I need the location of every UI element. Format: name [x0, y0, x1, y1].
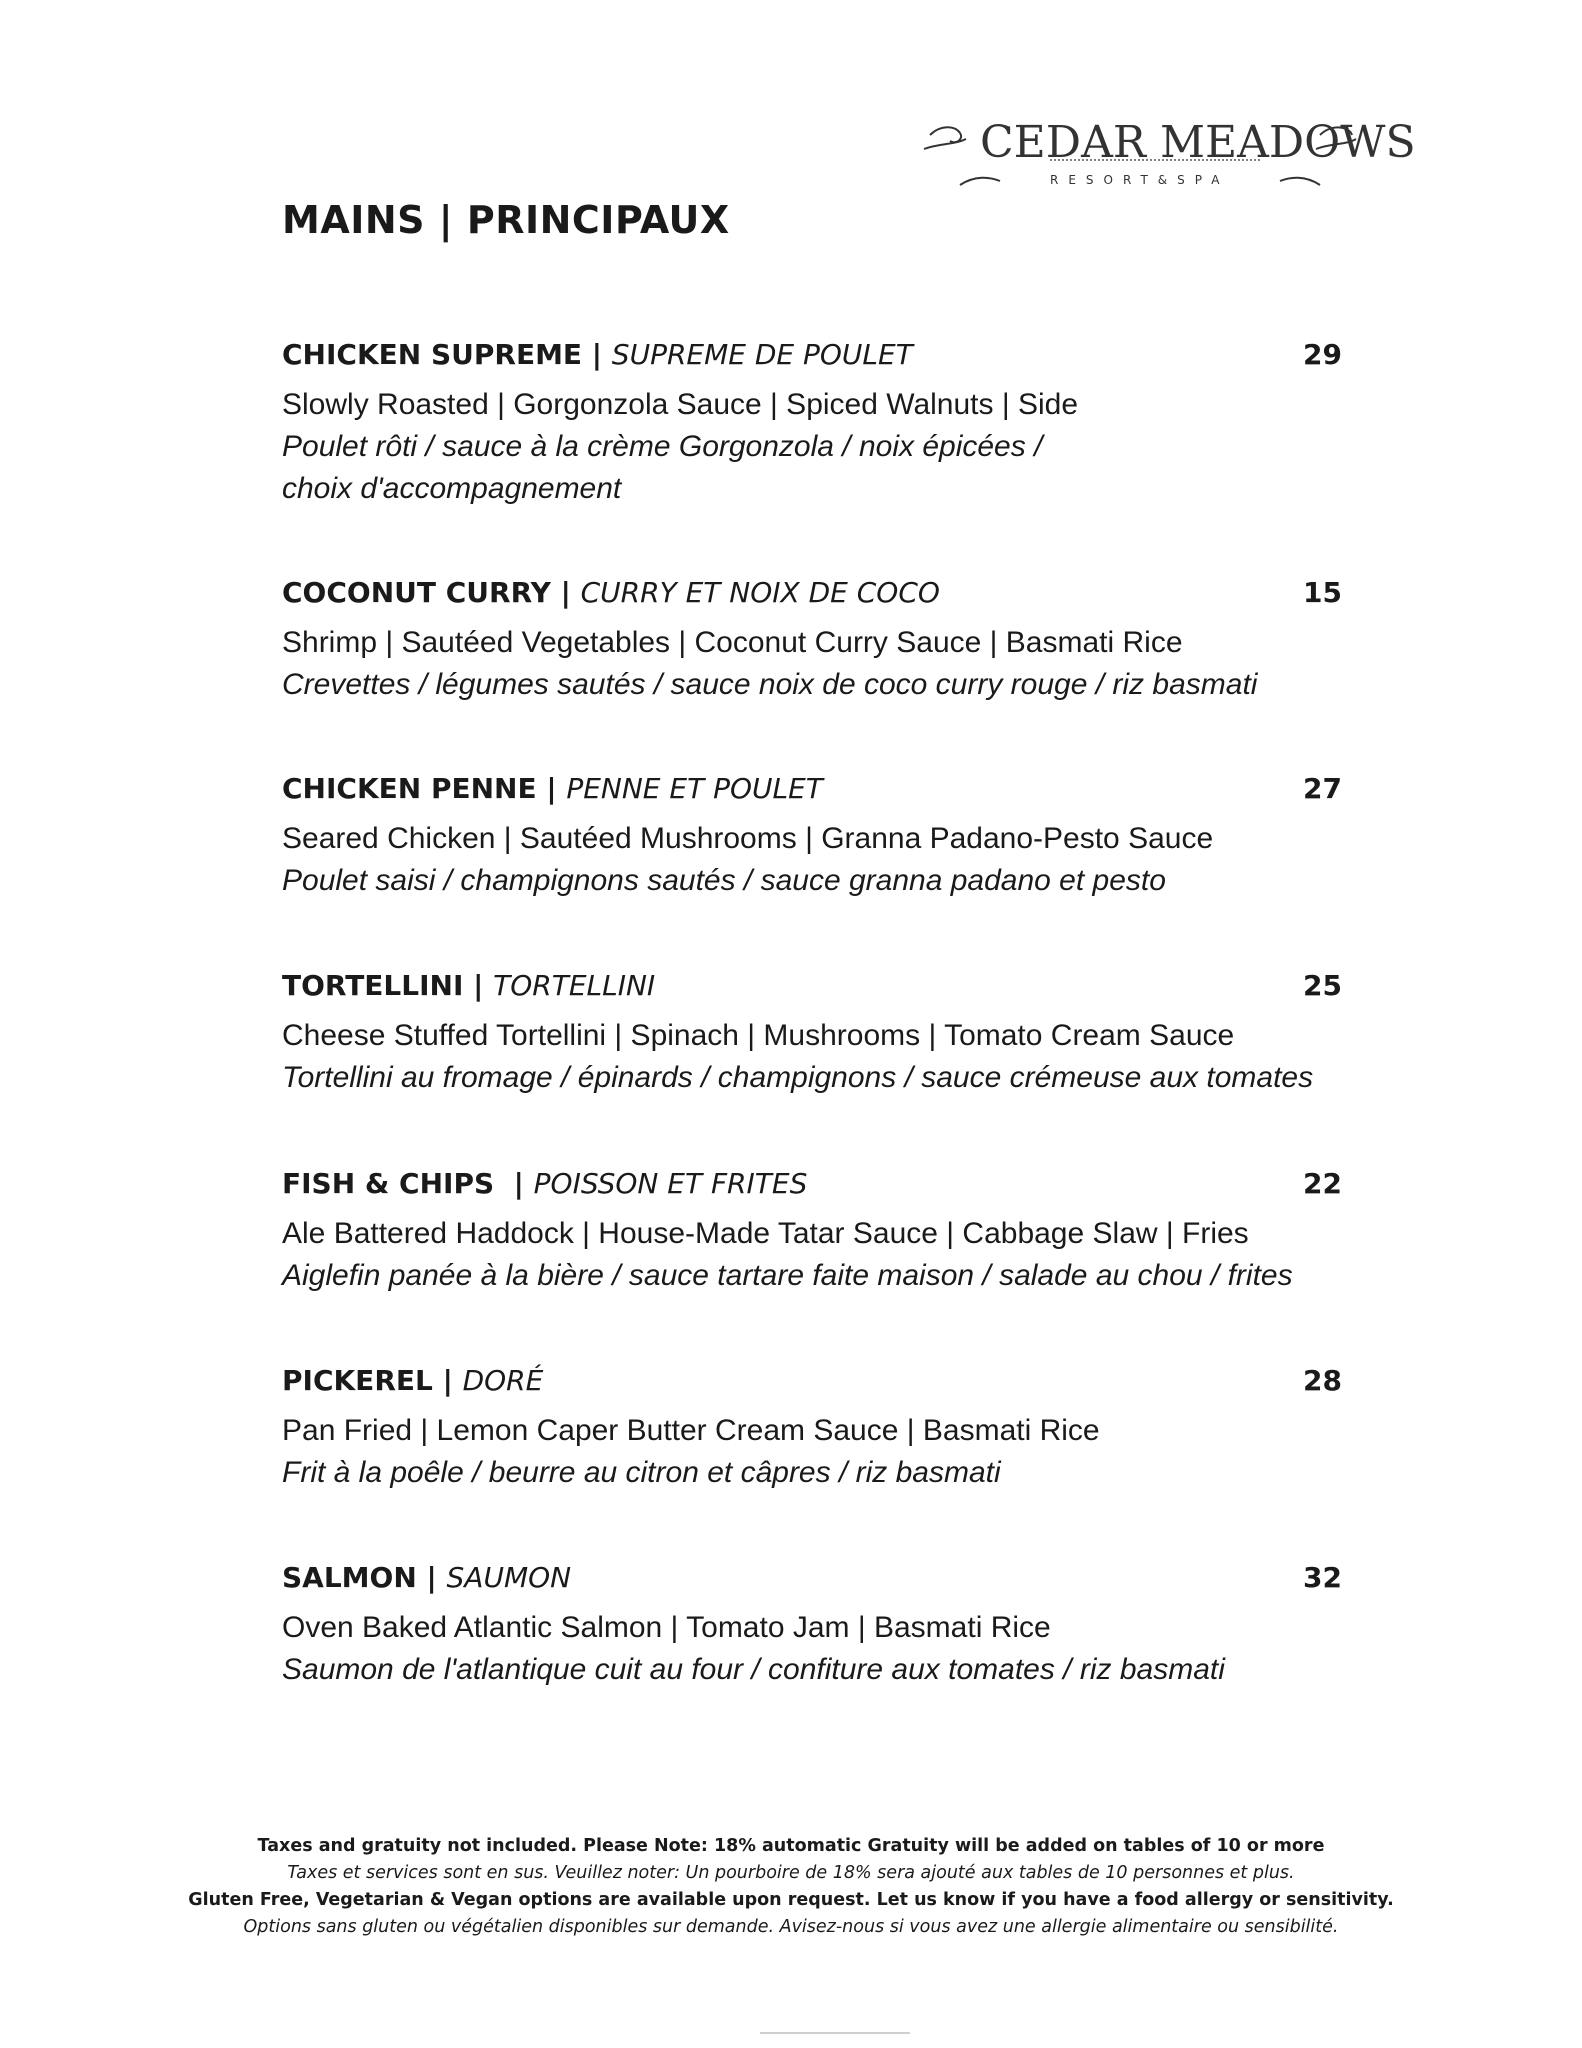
item-description-fr: Poulet saisi / champignons sautés / sauce granna padano et pesto	[282, 864, 1166, 897]
item-price: 32	[1303, 1561, 1342, 1594]
item-price: 28	[1303, 1364, 1342, 1397]
item-description-fr: Poulet rôti / sauce à la crème Gorgonzola / noix épicées / choix d'accompagnement	[282, 430, 1043, 505]
item-name	[282, 772, 823, 805]
footer-dietary-note-en: Gluten Free, Vegetarian & Vegan options are available upon request. Let us know if you have a food allergy or sensitivity.	[188, 1890, 1394, 1910]
item-name-fr: SUPREME DE POULET	[611, 338, 913, 371]
menu-item	[282, 1364, 1342, 1494]
item-name-en: COCONUT CURRY	[282, 576, 551, 609]
item-separator: |	[432, 1364, 463, 1397]
item-name-en: CHICKEN PENNE	[282, 772, 537, 805]
item-name	[282, 969, 655, 1002]
item-description-en: Pan Fried | Lemon Caper Butter Cream Sauce | Basmati Rice	[282, 1414, 1100, 1447]
footer-dietary-note-fr: Options sans gluten ou végétalien disponibles sur demande. Avisez-nous si vous avez une allergie alimentaire ou sensibilité.	[243, 1917, 1339, 1937]
item-name-fr: TORTELLINI	[493, 969, 656, 1002]
item-name-fr: POISSON ET FRITES	[533, 1167, 808, 1200]
item-price: 29	[1303, 338, 1342, 371]
item-name-en: PICKEREL	[282, 1364, 433, 1397]
item-name-fr: SAUMON	[446, 1561, 572, 1594]
menu-item	[282, 772, 1342, 902]
footer-tax-note-fr: Taxes et services sont en sus. Veuillez noter: Un pourboire de 18% sera ajouté aux tables de 10 personnes et plus.	[287, 1863, 1295, 1883]
logo-text: CEDAR MEADOWS	[980, 117, 1416, 168]
item-separator: |	[494, 1167, 534, 1200]
item-separator: |	[536, 772, 567, 805]
menu-item	[282, 338, 1342, 510]
item-name	[282, 338, 913, 371]
item-description-fr: Tortellini au fromage / épinards / champignons / sauce crémeuse aux tomates	[282, 1061, 1314, 1094]
footer-tax-note-en: Taxes and gratuity not included. Please Note: 18% automatic Gratuity will be added on tables of 10 or more	[257, 1836, 1325, 1856]
item-description-en: Oven Baked Atlantic Salmon | Tomato Jam | Basmati Rice	[282, 1611, 1051, 1644]
item-name	[282, 1561, 571, 1594]
item-name-en: SALMON	[282, 1561, 417, 1594]
item-separator: |	[463, 969, 494, 1002]
item-name	[282, 1167, 807, 1200]
menu-item	[282, 969, 1342, 1099]
item-description-fr: Frit à la poêle / beurre au citron et câpres / riz basmati	[282, 1456, 1001, 1489]
item-name	[282, 576, 940, 609]
item-name-fr: CURRY ET NOIX DE COCO	[580, 576, 940, 609]
item-name-en: TORTELLINI	[282, 969, 464, 1002]
item-name-en: CHICKEN SUPREME	[282, 338, 583, 371]
item-description-fr: Aiglefin panée à la bière / sauce tartare faite maison / salade au chou / frites	[282, 1259, 1293, 1292]
logo-flourish-icon	[920, 105, 1416, 205]
menu-item	[282, 1561, 1342, 1691]
item-description-fr: Crevettes / légumes sautés / sauce noix de coco curry rouge / riz basmati	[282, 668, 1258, 701]
page-title: MAINS | PRINCIPAUX	[282, 198, 730, 242]
item-price: 25	[1303, 969, 1342, 1002]
item-name-fr: DORÉ	[462, 1364, 544, 1397]
item-description-en: Ale Battered Haddock | House-Made Tatar Sauce | Cabbage Slaw | Fries	[282, 1217, 1249, 1250]
item-separator: |	[416, 1561, 447, 1594]
menu-item	[282, 1167, 1342, 1297]
brand-logo	[920, 105, 1416, 205]
item-separator: |	[550, 576, 581, 609]
menu-item	[282, 576, 1342, 706]
item-name	[282, 1364, 543, 1397]
item-separator: |	[582, 338, 612, 371]
scan-artifact-divider	[760, 2032, 910, 2034]
footer-notes	[0, 1833, 1582, 1941]
item-name-fr: PENNE ET POULET	[566, 772, 823, 805]
item-price: 27	[1303, 772, 1342, 805]
item-description-en: Shrimp | Sautéed Vegetables | Coconut Curry Sauce | Basmati Rice	[282, 626, 1183, 659]
item-description-en: Cheese Stuffed Tortellini | Spinach | Mushrooms | Tomato Cream Sauce	[282, 1019, 1235, 1052]
item-description-en: Slowly Roasted | Gorgonzola Sauce | Spiced Walnuts | Side	[282, 388, 1079, 421]
item-description-fr: Saumon de l'atlantique cuit au four / confiture aux tomates / riz basmati	[282, 1653, 1225, 1686]
logo-subtext: RESORT&SPA	[1050, 173, 1230, 187]
item-price: 15	[1303, 576, 1342, 609]
item-description-en: Seared Chicken | Sautéed Mushrooms | Granna Padano-Pesto Sauce	[282, 822, 1214, 855]
item-price: 22	[1303, 1167, 1342, 1200]
item-name-en: FISH & CHIPS	[282, 1167, 495, 1200]
